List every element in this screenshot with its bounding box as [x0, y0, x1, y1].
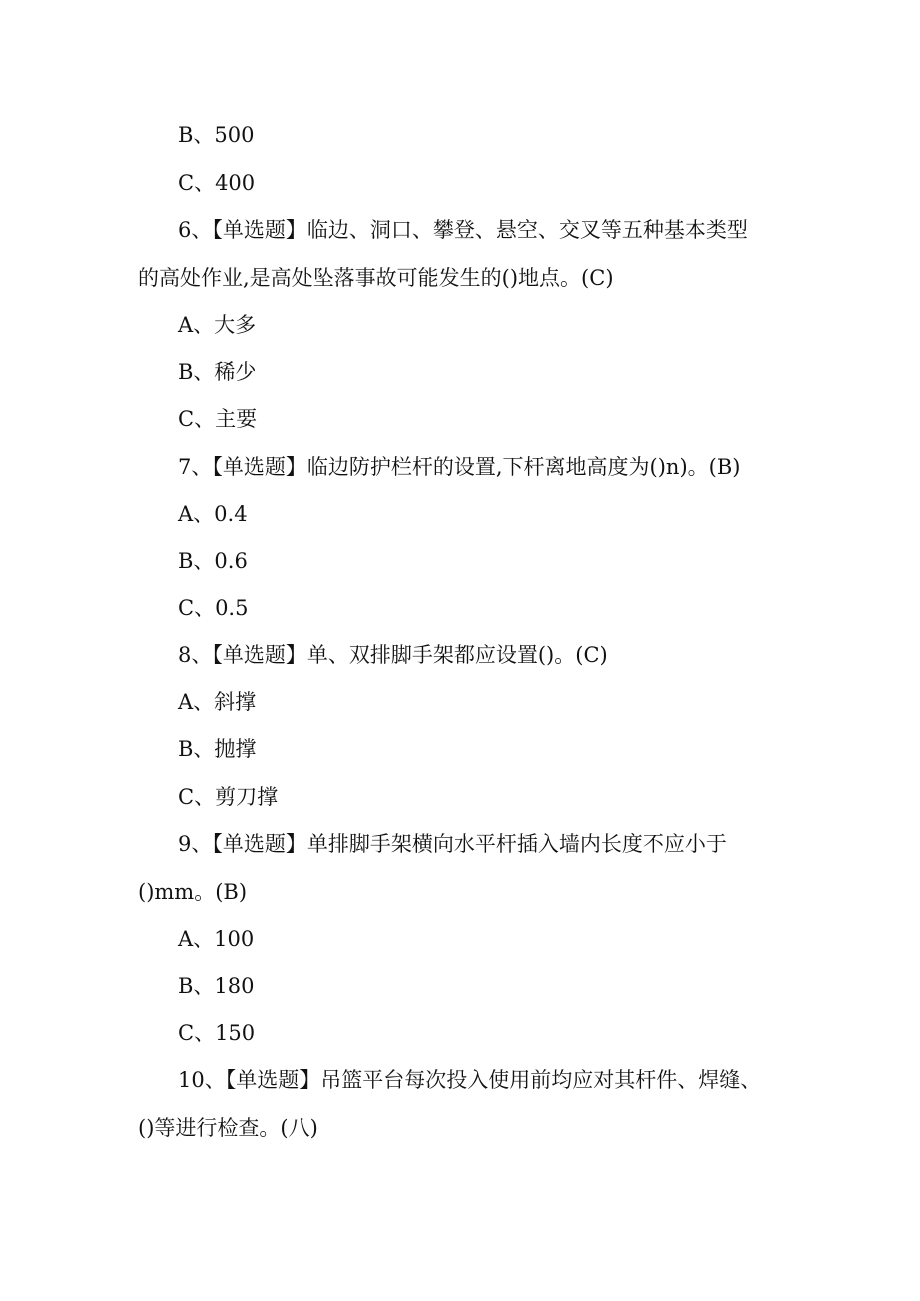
question-10-text: 10、【单选题】吊篮平台每次投入使用前均应对其杆件、焊缝、 — [178, 1068, 762, 1092]
question-6-option-b: B、稀少 — [178, 360, 257, 384]
question-6-option-c: C、主要 — [178, 407, 258, 431]
question-7-option-a: A、0.4 — [178, 502, 248, 526]
question-9-text: 9、【单选题】单排脚手架横向水平杆插入墙内长度不应小于 — [178, 832, 727, 856]
question-7-text: 7、【单选题】临边防护栏杆的设置,下杆离地高度为()n)。(B) — [178, 455, 741, 479]
question-10-continuation: ()等进行检查。(八) — [138, 1116, 318, 1140]
question-6-option-a: A、大多 — [178, 313, 257, 337]
question-7-option-c: C、0.5 — [178, 596, 249, 620]
question-6-continuation: 的高处作业,是高处坠落事故可能发生的()地点。(C) — [138, 266, 614, 290]
question-6-text: 6、【单选题】临边、洞口、攀登、悬空、交叉等五种基本类型 — [178, 218, 748, 242]
question-8-option-b: B、抛撑 — [178, 737, 257, 761]
question-7-option-b: B、0.6 — [178, 549, 248, 573]
question-9-option-b: B、180 — [178, 974, 255, 998]
question-9-option-a: A、100 — [178, 927, 255, 951]
question-9-continuation: ()mm。(B) — [138, 880, 248, 904]
question-8-option-a: A、斜撑 — [178, 690, 257, 714]
question-9-option-c: C、150 — [178, 1021, 256, 1045]
option-c-400: C、400 — [178, 171, 256, 195]
option-b-500: B、500 — [178, 123, 255, 147]
question-8-text: 8、【单选题】单、双排脚手架都应设置()。(C) — [178, 643, 608, 667]
question-8-option-c: C、剪刀撑 — [178, 785, 279, 809]
